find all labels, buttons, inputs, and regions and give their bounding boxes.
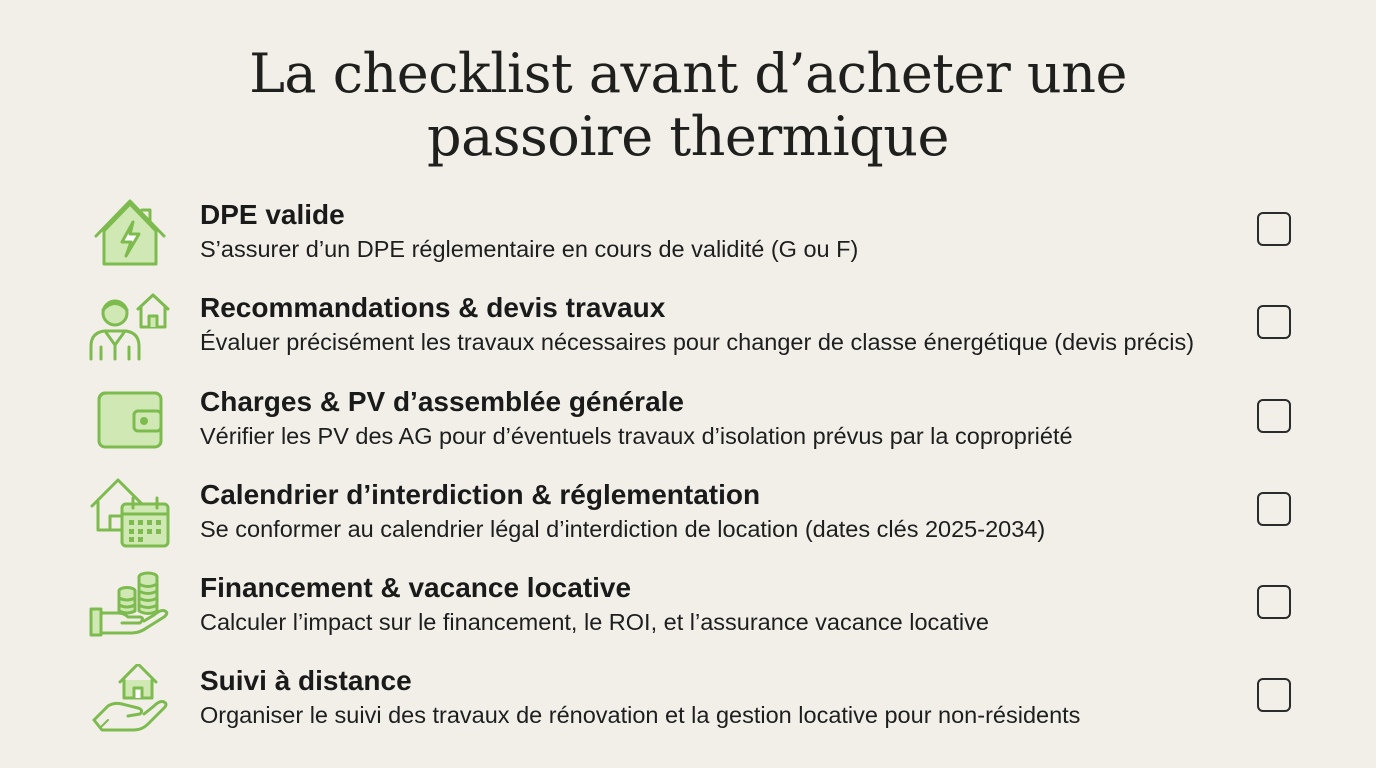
checkbox-recommandations[interactable] bbox=[1257, 305, 1291, 339]
checkbox-charges[interactable] bbox=[1257, 399, 1291, 433]
item-title: DPE valide bbox=[200, 199, 345, 230]
checkbox-dpe[interactable] bbox=[1257, 212, 1291, 246]
checklist-item-dpe bbox=[0, 198, 1376, 291]
item-title: Financement & vacance locative bbox=[200, 572, 632, 603]
page-title-line-2: passoire thermique bbox=[427, 105, 949, 168]
checklist-item-financement bbox=[0, 571, 1376, 664]
item-title: Suivi à distance bbox=[200, 665, 412, 696]
house-lightning-icon bbox=[88, 198, 172, 274]
checkbox-suivi[interactable] bbox=[1257, 678, 1291, 712]
checklist-item-calendrier bbox=[0, 478, 1376, 571]
item-description: Vérifier les PV des AG pour d’éventuels travaux d’isolation prévus par la copropriété bbox=[200, 423, 1073, 449]
page-title-line-1: La checklist avant d’acheter une bbox=[249, 42, 1127, 105]
item-description: Organiser le suivi des travaux de rénovation et la gestion locative pour non-résidents bbox=[200, 702, 1081, 728]
item-description: Calculer l’impact sur le financement, le ROI, et l’assurance vacance locative bbox=[200, 609, 989, 635]
checklist-item-charges bbox=[0, 385, 1376, 478]
checklist-item-suivi bbox=[0, 664, 1376, 757]
item-description: Se conformer au calendrier légal d’interdiction de location (dates clés 2025-2034) bbox=[200, 516, 1046, 542]
item-description: S’assurer d’un DPE réglementaire en cours de validité (G ou F) bbox=[200, 236, 859, 262]
hand-coins-icon bbox=[88, 571, 172, 647]
wallet-icon bbox=[88, 385, 172, 461]
advisor-house-icon bbox=[88, 291, 172, 367]
item-title: Charges & PV d’assemblée générale bbox=[200, 386, 684, 417]
page-title bbox=[0, 42, 1376, 168]
item-title: Recommandations & devis travaux bbox=[200, 292, 666, 323]
house-calendar-icon bbox=[88, 478, 172, 554]
checkbox-financement[interactable] bbox=[1257, 585, 1291, 619]
item-title: Calendrier d’interdiction & réglementation bbox=[200, 479, 761, 510]
checkbox-calendrier[interactable] bbox=[1257, 492, 1291, 526]
hand-house-icon bbox=[88, 664, 172, 740]
checklist-item-recommandations bbox=[0, 291, 1376, 384]
item-description: Évaluer précisément les travaux nécessaires pour changer de classe énergétique (devis précis) bbox=[200, 329, 1195, 355]
